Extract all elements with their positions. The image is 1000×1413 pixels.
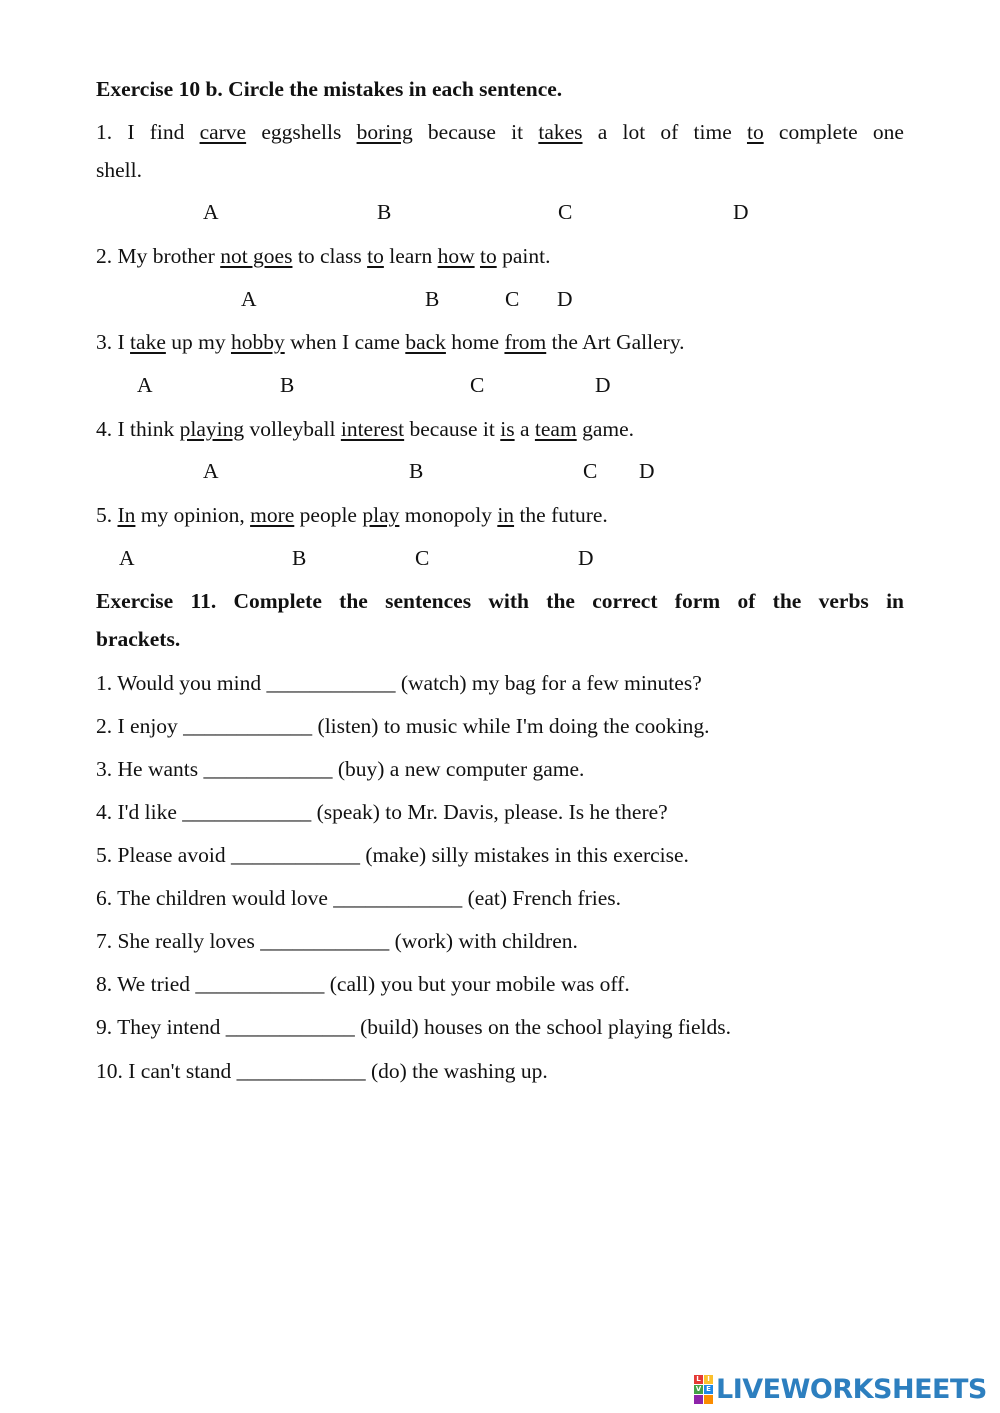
logo-mark-cell: V [695,1384,702,1393]
ex11-item-6[interactable]: 6. The children would love ____________ (eat) French fries. [96,886,622,910]
logo-mark-cell: I [704,1375,713,1384]
q5-option-b[interactable]: more [250,503,295,527]
q4-option-c[interactable]: is [500,417,515,441]
q1-option-b[interactable]: boring [356,120,413,144]
exercise-10-heading: Exercise 10 b. Circle the mistakes in each sentence. [96,77,563,101]
q5-option-d[interactable]: in [497,503,515,527]
logo-mark-cell [694,1395,703,1404]
q5-text: monopoly [399,503,498,527]
q2-option-c[interactable]: how [437,244,475,268]
q3-text: up my [165,330,231,354]
q2-label-d: D [557,287,573,311]
q4-option-b[interactable]: interest [340,417,405,441]
q5-option-a[interactable]: In [117,503,136,527]
ex10-question-5 [96,502,608,528]
q5-number: 5. [96,503,118,527]
q2-label-c: C [505,287,520,311]
ex11-item-2[interactable]: 2. I enjoy ____________ (listen) to music while I'm doing the cooking. [96,714,710,738]
ex11-item-4[interactable]: 4. I'd like ____________ (speak) to Mr. Davis, please. Is he there? [96,800,668,824]
q1-label-b: B [377,200,392,224]
ex10-question-4 [96,416,634,442]
q3-label-b: B [280,373,295,397]
q1-label-d: D [733,200,749,224]
q4-text: a [514,417,535,441]
q3-text: the Art Gallery. [546,330,685,354]
exercise-11-heading-continued: brackets. [96,627,181,651]
ex11-item-7[interactable]: 7. She really loves ____________ (work) with children. [96,929,578,953]
q1-text: a lot of time [582,120,747,144]
ex11-item-10[interactable]: 10. I can't stand ____________ (do) the washing up. [96,1059,548,1083]
liveworksheets-logo-icon [694,1375,713,1404]
q4-text: game. [576,417,635,441]
q2-option-b[interactable]: to [367,244,384,268]
ex11-item-8[interactable]: 8. We tried ____________ (call) you but your mobile was off. [96,972,630,996]
q4-label-d: D [639,459,655,483]
q5-label-c: C [415,546,430,570]
logo-mark-cell: E [704,1385,713,1394]
q3-text: when I came [284,330,406,354]
q4-label-b: B [409,459,424,483]
q3-text: 3. I [96,330,131,354]
ex11-item-9[interactable]: 9. They intend ____________ (build) houses on the school playing fields. [96,1015,731,1039]
q2-text: to class [292,244,368,268]
logo-mark-cell: L [694,1375,703,1384]
q1-text: because it [412,120,539,144]
q3-option-c[interactable]: back [405,330,446,354]
q5-label-a: A [119,546,135,570]
q4-text: because it [404,417,501,441]
logo-mark-cell [704,1395,713,1404]
q2-text: paint. [496,244,551,268]
q2-label-b: B [425,287,440,311]
q5-option-c[interactable]: play [362,503,400,527]
q4-label-a: A [203,459,219,483]
q1-option-c[interactable]: takes [538,120,583,144]
q5-text: my opinion, [135,503,251,527]
q3-label-c: C [470,373,485,397]
q4-text: 4. I think [96,417,180,441]
q5-text: the future. [514,503,608,527]
q4-text: volleyball [244,417,341,441]
ex10-question-2 [96,243,550,269]
exercise-11-heading: Exercise 11. Complete the sentences with the correct form of the verbs in [96,589,904,613]
q1-text: 1. I find [96,120,200,144]
q4-label-c: C [583,459,598,483]
q3-option-d[interactable]: from [504,330,547,354]
q1-option-d[interactable]: to [746,120,764,144]
liveworksheets-logo-text: LIVEWORKSHEETS [716,1373,987,1405]
q3-text: home [445,330,505,354]
q3-option-b[interactable]: hobby [230,330,285,354]
q2-option-d[interactable]: to [479,244,497,268]
ex10-question-3 [96,329,685,355]
q4-option-d[interactable]: team [534,417,577,441]
q2-option-a[interactable]: not goes [220,244,293,268]
q3-label-d: D [595,373,611,397]
q5-text: people [294,503,363,527]
q1-text: eggshells [246,120,357,144]
q2-text: learn [383,244,438,268]
q1-text: complete one [763,120,904,144]
ex10-question-1-continued: shell. [96,158,142,182]
q2-label-a: A [241,287,257,311]
q1-label-c: C [558,200,573,224]
liveworksheets-logo [694,1374,987,1404]
q3-label-a: A [137,373,153,397]
ex11-item-3[interactable]: 3. He wants ____________ (buy) a new computer game. [96,757,585,781]
q2-text: 2. My brother [96,244,221,268]
q4-option-a[interactable]: playing [179,417,245,441]
q5-label-d: D [578,546,594,570]
q5-label-b: B [292,546,307,570]
ex11-item-5[interactable]: 5. Please avoid ____________ (make) silly mistakes in this exercise. [96,843,689,867]
q1-label-a: A [203,200,219,224]
ex10-question-1 [96,119,904,145]
ex11-item-1[interactable]: 1. Would you mind ____________ (watch) my bag for a few minutes? [96,671,702,695]
q1-option-a[interactable]: carve [199,120,247,144]
q3-option-a[interactable]: take [130,330,166,354]
